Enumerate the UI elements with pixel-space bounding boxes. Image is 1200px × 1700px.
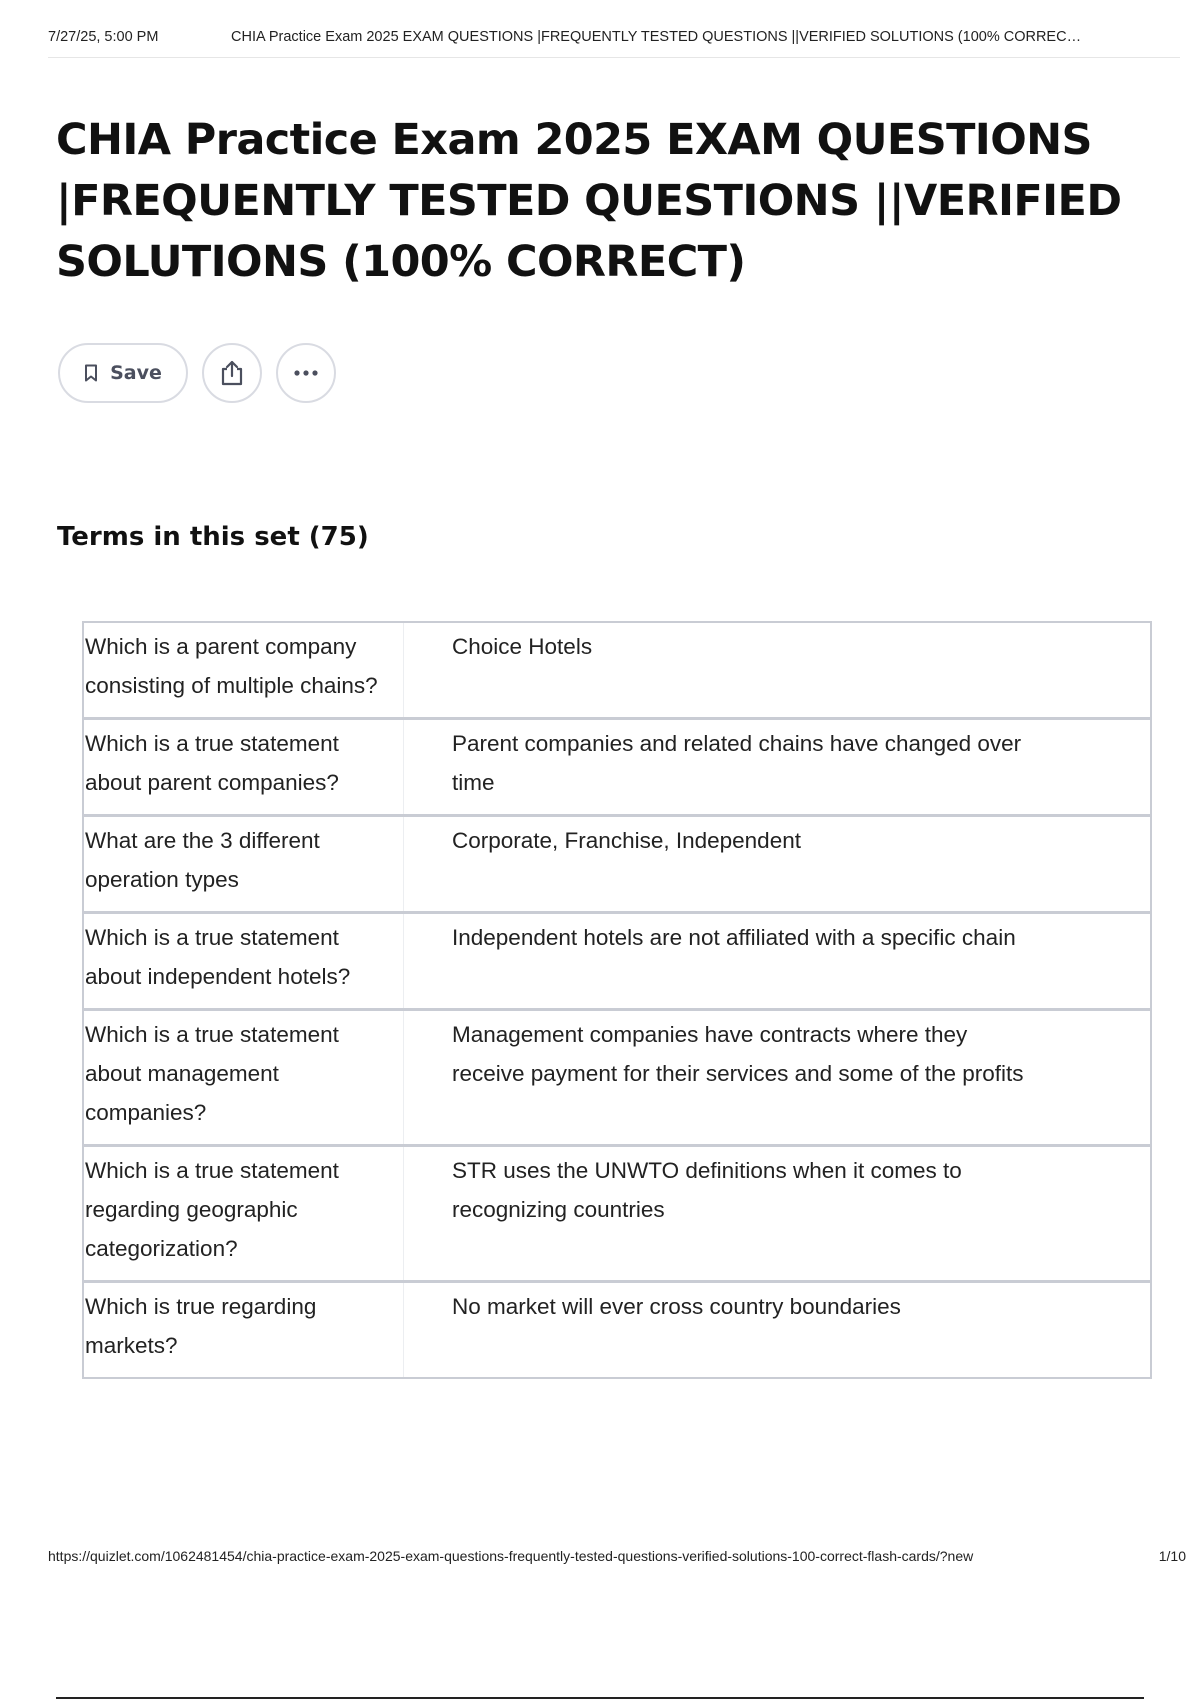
term-answer: Choice Hotels: [452, 634, 593, 659]
term-row: [84, 717, 1150, 814]
term-question: Which is a true statement about parent companies?: [84, 720, 404, 814]
term-row: [84, 1144, 1150, 1280]
page-title: CHIA Practice Exam 2025 EXAM QUESTIONS |FREQUENTLY TESTED QUESTIONS ||VERIFIED SOLUTIONS (100% CORRECT): [56, 115, 1122, 287]
term-answer: Independent hotels are not affiliated with a specific chain: [452, 925, 1016, 950]
print-url: https://quizlet.com/1062481454/chia-practice-exam-2025-exam-questions-frequently-tested-questions-verified-solutions-100-correct-flash-cards/?new: [48, 1548, 974, 1564]
term-question: Which is a true statement about management companies?: [84, 1011, 404, 1144]
footer-divider: [56, 1697, 1144, 1699]
bookmark-icon: [84, 364, 98, 382]
share-button[interactable]: [202, 343, 262, 403]
page-number: 1/10: [1158, 1548, 1186, 1564]
term-question: Which is true regarding markets?: [84, 1283, 404, 1377]
term-question: Which is a true statement regarding geographic categorization?: [84, 1147, 404, 1280]
save-button[interactable]: [58, 343, 188, 403]
term-answer: Management companies have contracts where they receive payment for their services and some of the profits: [452, 1022, 1024, 1086]
action-bar: [58, 343, 336, 403]
term-answer: Parent companies and related chains have changed over time: [452, 731, 1022, 795]
term-row: [84, 1280, 1150, 1377]
term-row: [84, 1008, 1150, 1144]
term-question: What are the 3 different operation types: [84, 817, 404, 911]
share-icon: [219, 359, 245, 387]
term-row: [84, 814, 1150, 911]
term-question: Which is a parent company consisting of multiple chains?: [84, 623, 404, 717]
terms-table: [82, 621, 1152, 1379]
term-row: [84, 911, 1150, 1008]
terms-heading: Terms in this set (75): [57, 522, 369, 552]
term-row: [84, 623, 1150, 717]
print-header: [48, 29, 1180, 45]
term-answer: Corporate, Franchise, Independent: [452, 828, 801, 853]
save-button-label: Save: [110, 362, 162, 384]
print-footer: [48, 1548, 1186, 1564]
print-datetime: 7/27/25, 5:00 PM: [48, 29, 159, 45]
term-question: Which is a true statement about independent hotels?: [84, 914, 404, 1008]
term-answer: No market will ever cross country boundaries: [452, 1294, 901, 1319]
more-icon: [292, 369, 320, 377]
print-document-title: CHIA Practice Exam 2025 EXAM QUESTIONS |FREQUENTLY TESTED QUESTIONS ||VERIFIED SOLUTIONS (100% CORREC…: [231, 29, 1082, 45]
header-divider: [48, 57, 1180, 58]
more-options-button[interactable]: [276, 343, 336, 403]
term-answer: STR uses the UNWTO definitions when it comes to recognizing countries: [452, 1158, 962, 1222]
